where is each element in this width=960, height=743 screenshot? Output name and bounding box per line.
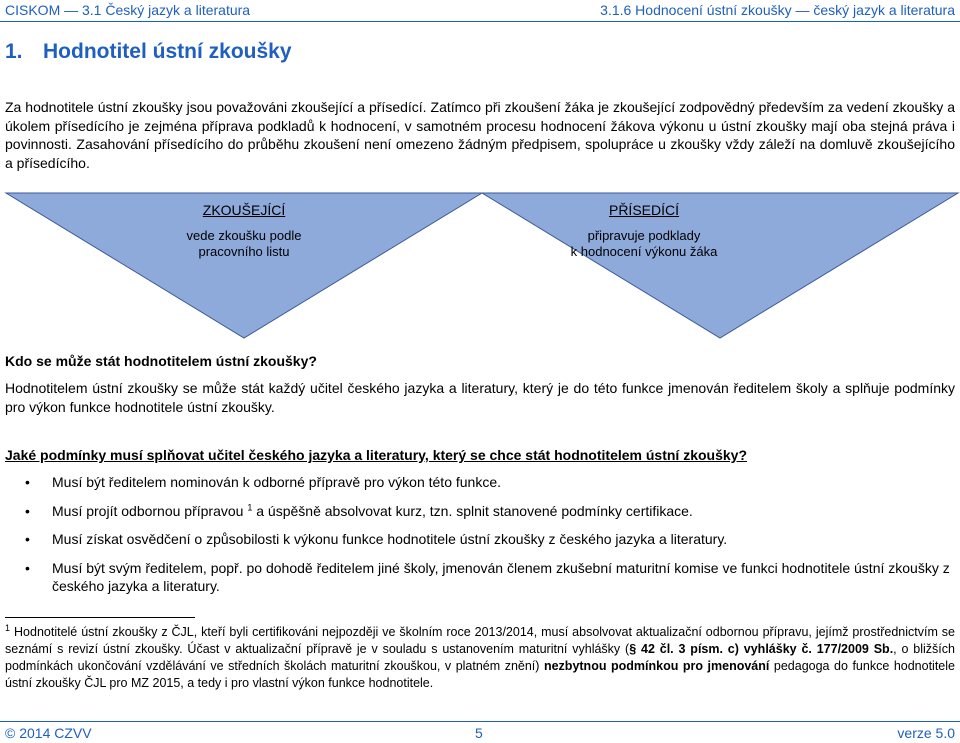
list-item-text: Musí projít odbornou přípravou [52,502,244,519]
prisedici-heading: PŘÍSEDÍCÍ [608,202,679,218]
prisedici-line2: k hodnocení výkonu žáka [570,244,718,259]
bullet-icon: • [25,531,30,547]
bullet-icon: • [25,559,30,576]
list-item [0,473,952,492]
footer-version: verze 5.0 [897,725,955,741]
right-triangle-text [494,202,794,260]
section-title [5,40,292,64]
answer-who: Hodnotitelem ústní zkoušky se může stát každý učitel českého jazyka a literatury, který je do této funkce jmenován ředitelem školy a splňuje podmínky pro výkon funkce hodnotitele ústní zkoušky. [5,380,955,415]
zkousejici-heading: ZKOUŠEJÍCÍ [202,202,286,218]
footnote-number: 1 [5,622,11,633]
footnote-text: pedagoga do funkce hodnotitele ústní zkoušky ČJL pro MZ 2015, a tedy i pro vlastní výkon funkce hodnotitele. [5,659,955,690]
footnote [5,624,955,692]
footnote-bold: nezbytnou podmínkou pro jmenování [543,659,770,673]
bullet-icon: • [25,474,30,490]
list-item [0,502,952,521]
roles-diagram [0,190,960,340]
footnote-separator [5,617,195,618]
list-item-text: Musí být svým ředitelem, popř. po dohodě ředitelem jiné školy, jmenován členem zkušební maturitní komise ve funkci hodnotitele ústní zkoušky z českého jazyka a literatury. [52,559,950,594]
prisedici-line1: připravuje podklady [587,228,701,243]
footnote-text: Hodnotitelé ústní zkoušky z ČJL, kteří byli certifikováni nejpozději ve školním roce 2013/2014, musí absolvovat aktualizační odbornou přípravu, jejímž prostřednictvím se seznámí s revizí ústní zkoušky. Účast v aktualizační přípravě je v souladu s ustanovením maturitní vyhlášky ( [5,625,955,656]
conditions-list [0,473,960,606]
list-item [0,530,952,549]
header-right-text: 3.1.6 Hodnocení ústní zkoušky — český jazyk a literatura [600,2,955,18]
intro-paragraph: Za hodnotitele ústní zkoušky jsou považováni zkoušející a přísedící. Zatímco při zkoušení žáka je zkoušející zodpovědný především za vedení zkoušky a úkolem přísedícího je zejména příprava podkladů k hodnocení, v samotném procesu hodnocení žákova výkonu u ústní zkoušky mají oba stejná práva i povinnosti. Zasahování přísedícího do průběhu zkoušení není omezeno žádným předpisem, spolupráce u zkoušky vždy záleží na domluvě zkoušejícího a přísedícího. [5,99,955,171]
list-item-text: Musí získat osvědčení o způsobilosti k výkonu funkce hodnotitele ústní zkoušky z českého jazyka a literatury. [52,531,728,547]
page-number: 5 [475,725,483,741]
section-number: 1. [5,40,23,63]
zkousejici-line2: pracovního listu [198,244,290,259]
left-triangle-text [94,202,394,260]
section-title-text: Hodnotitel ústní zkoušky [43,40,292,63]
footnote-bold: § 42 čl. 3 písm. c) vyhlášky č. 177/2009 Sb. [629,642,894,656]
footnote-ref: 1 [247,501,253,512]
footer-rule [0,721,960,722]
list-item [0,559,952,596]
question-who: Kdo se může stát hodnotitelem ústní zkoušky? [5,353,317,369]
list-item-text: a úspěšně absolvovat kurz, tzn. splnit stanovené podmínky certifikace. [252,502,693,519]
question-conditions: Jaké podmínky musí splňovat učitel českého jazyka a literatury, který se chce stát hodnotitelem ústní zkoušky? [5,447,747,463]
bullet-icon: • [25,502,30,519]
footnote-text: , o bližších podmínkách ukončování vzdělávání ve středních školách maturitní zkouškou, v platném znění) [5,642,955,673]
page-header [0,0,960,22]
zkousejici-line1: vede zkoušku podle [186,228,302,243]
header-rule [0,21,960,22]
list-item-text: Musí být ředitelem nominován k odborné přípravě pro výkon této funkce. [52,474,502,490]
header-left-text: CISKOM — 3.1 Český jazyk a literatura [5,2,251,18]
footer-copyright: © 2014 CZVV [5,725,92,741]
